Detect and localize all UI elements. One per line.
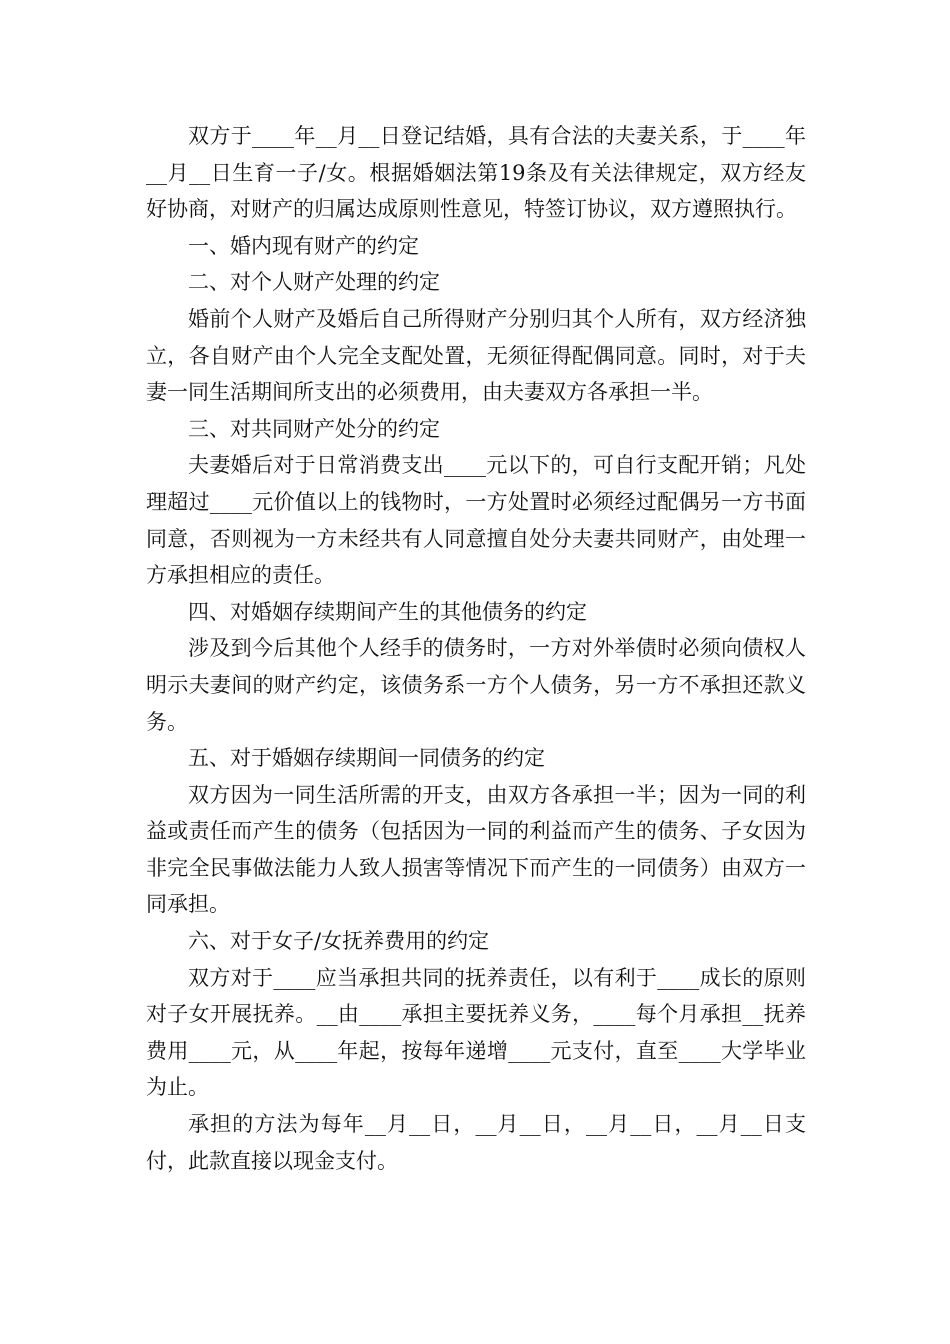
heading-section-4: 四、对婚姻存续期间产生的其他债务的约定 [188, 599, 587, 624]
document-body [146, 118, 806, 1179]
paragraph-section-2: 婚前个人财产及婚后自己所得财产分别归其个人所有，双方经济独立，各自财产由个人完全支配处置，无须征得配偶同意。同时，对于夫妻一同生活期间所支出的必须费用，由夫妻双方各承担一半。 [146, 306, 806, 405]
heading-section-1: 一、婚内现有财产的约定 [188, 233, 419, 258]
paragraph-section-6: 双方对于____应当承担共同的抚养责任，以有利于____成长的原则对子女开展抚养。__由____承担主要抚养义务，____每个月承担__抚养费用____元，从____年起，按每年递增____元支付，直至____大学毕业为止。 [146, 965, 806, 1100]
paragraph-section-4: 涉及到今后其他个人经手的债务时，一方对外举债时必须向债权人明示夫妻间的财产约定，该债务系一方个人债务，另一方不承担还款义务。 [146, 636, 806, 734]
paragraph-section-5: 双方因为一同生活所需的开支，由双方各承担一半；因为一同的利益或责任而产生的债务（包括因为一同的利益而产生的债务、子女因为非完全民事做法能力人致人损害等情况下而产生的一同债务）由双方一同承担。 [146, 782, 806, 917]
heading-section-5: 五、对于婚姻存续期间一同债务的约定 [188, 746, 545, 771]
heading-section-6: 六、对于女子/女抚养费用的约定 [188, 929, 490, 954]
paragraph-payment-method: 承担的方法为每年__月__日，__月__日，__月__日，__月__日支付，此款直接以现金支付。 [146, 1112, 806, 1173]
heading-section-3: 三、对共同财产处分的约定 [188, 416, 440, 441]
paragraph-section-3: 夫妻婚后对于日常消费支出____元以下的，可自行支配开销；凡处理超过____元价值以上的钱物时，一方处置时必须经过配偶另一方书面同意，否则视为一方未经共有人同意擅自处分夫妻共同财产，由处理一方承担相应的责任。 [146, 453, 806, 588]
paragraph-intro: 双方于____年__月__日登记结婚，具有合法的夫妻关系，于____年__月__日生育一子/女。根据婚姻法第19条及有关法律规定，双方经友好协商，对财产的归属达成原则性意见，特签订协议，双方遵照执行。 [146, 124, 806, 222]
heading-section-2: 二、对个人财产处理的约定 [188, 270, 440, 295]
